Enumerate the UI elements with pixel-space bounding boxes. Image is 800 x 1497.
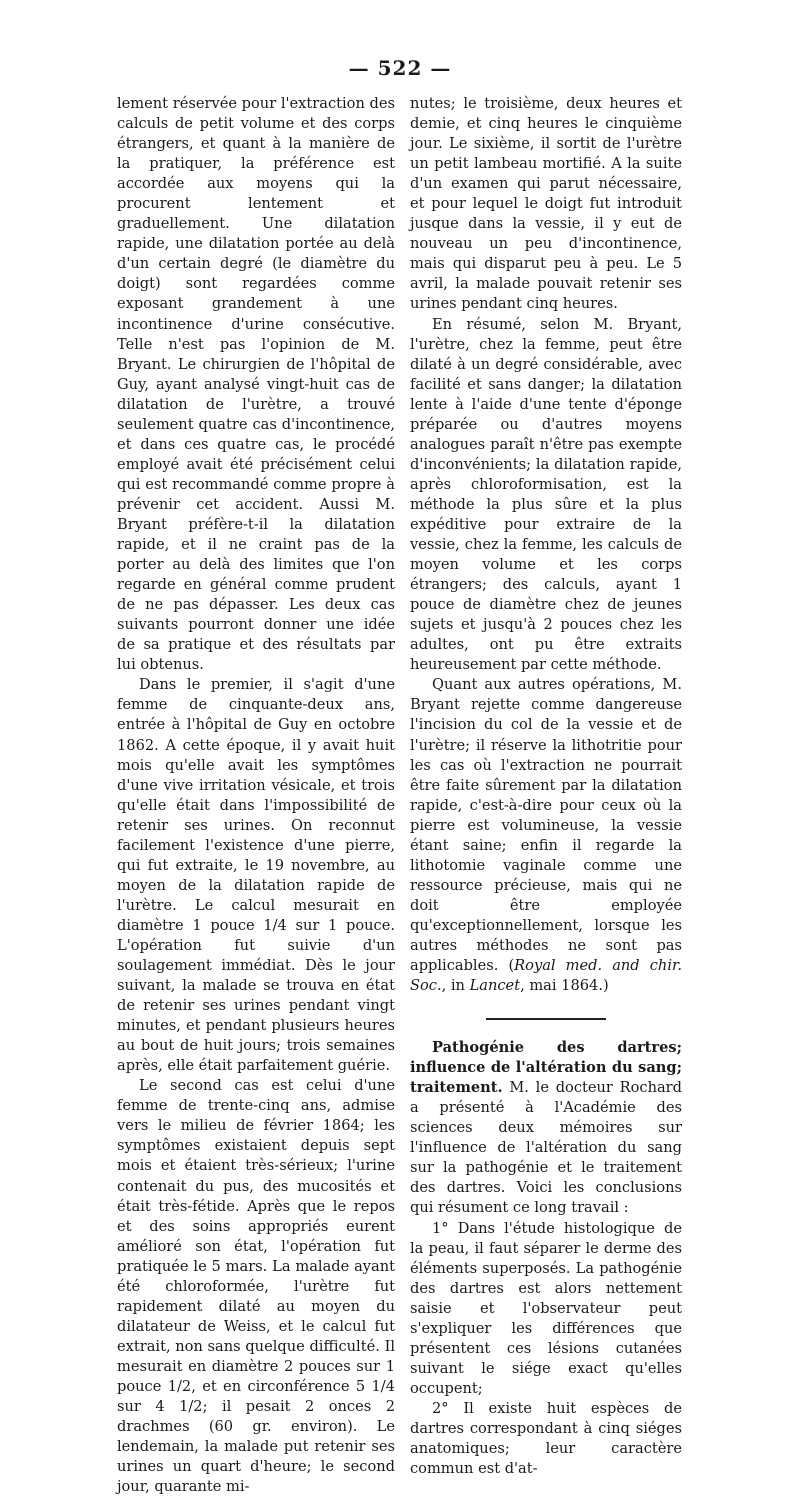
paragraph-text: Quant aux autres opérations, M. Bryant rejette comme dangereuse l'incision du col de la vessie et de l'urètre; il réserve la lithotritie pour les cas où l'extraction ne pourrait être faite sûrement par la dilatation rapide, c'est-à-dire pour ceux où la pierre est volumineuse, la vessie étant saine; enfin il regarde la lithotomie vaginale comme une ressource précieuse, mais qui ne doit être employée qu'exceptionnellement, lorsque les autres méthodes ne sont pas applicables. xyxy=(410,676,682,975)
section-heading: Pathogénie des dartres; influence de l'altération du sang; traitement. xyxy=(410,1039,682,1097)
citation-open: ( xyxy=(498,957,515,975)
left-paragraph-1: lement réservée pour l'extraction des calculs de petit volume et des corps étrangers, et quant à la manière de la pratiquer, la préférence est accordée aux moyens qui la procurent lentement et graduellement. Une dilatation rapide, une dilatation portée au delà d'un certain degré (le diamètre du doigt) sont regardées comme exposant grandement à une incontinence d'urine consécutive. Telle n'est pas l'opinion de M. Bryant. Le chirurgien de l'hôpital de Guy, ayant analysé vingt-huit cas de dilatation de l'urètre, a trouvé seulement quatre cas d'incontinence, et dans ces quatre cas, le procédé employé avait été précisément celui qui est recommandé comme propre à prévenir cet accident. Aussi M. Bryant préfère-t-il la dilatation rapide, et il ne craint pas de la porter au delà des limites que l'on regarde en général comme prudent de ne pas dépasser. Les deux cas suivants pourront donner une idée de sa pratique et des résultats par lui obtenus. xyxy=(117,95,395,674)
conclusion-item-2: 2° Il existe huit espèces de dartres correspondant à cinq siéges anatomiques; leur caractère commun est d'at- xyxy=(410,1399,682,1478)
citation-lancet: Lancet xyxy=(469,977,521,995)
left-paragraph-2: Dans le premier, il s'agit d'une femme de cinquante-deux ans, entrée à l'hôpital de Guy en octobre 1862. A cette époque, il y avait huit mois qu'elle avait les symptômes d'une vive irritation vésicale, et trois qu'elle était dans l'impossibilité de retenir ses urines. On reconnut facilement l'existence d'une pierre, qui fut extraite, le 19 novembre, au moyen de la dilatation rapide de l'urètre. Le calcul mesurait en diamètre 1 pouce 1/4 sur 1 pouce. L'opération fut suivie d'un soulagement immédiat. Dès le jour suivant, la malade se trouva en état de retenir ses urines pendant vingt minutes, et pendant plusieurs heures au bout de huit jours; trois semaines après, elle était parfaitement guérie. xyxy=(117,676,395,1075)
citation-end: , mai 1864.) xyxy=(520,977,609,995)
right-column xyxy=(410,94,682,1479)
conclusion-item-1: 1° Dans l'étude histologique de la peau, il faut séparer le derme des éléments superposés. La pathogénie des dartres est alors nettement saisie et l'observateur peut s'expliquer les différences que présentent ces lésions cutanées suivant le siége exact qu'elles occupent; xyxy=(410,1219,682,1397)
left-paragraph-3: Le second cas est celui d'une femme de trente-cinq ans, admise vers le milieu de février 1864; les symptômes existaient depuis sept mois et étaient très-sérieux; l'urine contenait du pus, des mucosités et était très-fétide. Après que le repos et des soins appropriés eurent amélioré son état, l'opération fut pratiquée le 5 mars. La malade ayant été chloroformée, l'urètre fut rapidement dilaté au moyen du dilatateur de Weiss, et le calcul fut extrait, non sans quelque difficulté. Il mesurait en diamètre 2 pouces sur 1 pouce 1/2, et en circonférence 5 1/4 sur 4 1/2; il pesait 2 onces 2 drachmes (60 gr. environ). Le lendemain, la malade put retenir ses urines un quart d'heure; le second jour, quarante mi- xyxy=(117,1077,395,1496)
citation-in: , in xyxy=(441,977,470,995)
section-paragraph xyxy=(410,1038,682,1218)
right-paragraph-3 xyxy=(410,675,682,996)
section-divider xyxy=(486,1018,606,1020)
right-paragraph-2: En résumé, selon M. Bryant, l'urètre, chez la femme, peut être dilaté à un degré considérable, avec facilité et sans danger; la dilatation lente à l'aide d'une tente d'éponge préparée ou d'autres moyens analogues paraît n'être pas exempte d'inconvénients; la dilatation rapide, après chloroformisation, est la méthode la plus sûre et la plus expéditive pour extraire de la vessie, chez la femme, les calculs de moyen volume et les corps étrangers; des calculs, ayant 1 pouce de diamètre chez de jeunes sujets et jusqu'à 2 pouces chez les adultes, ont pu être extraits heureusement par cette méthode. xyxy=(410,315,682,674)
left-column xyxy=(117,94,395,1497)
right-paragraph-1: nutes; le troisième, deux heures et demie, et cinq heures le cinquième jour. Le sixième, il sortit de l'urètre un petit lambeau mortifié. A la suite d'un examen qui parut nécessaire, et pour lequel le doigt fut introduit jusque dans la vessie, il y eut de nouveau un peu d'incontinence, mais qui disparut peu à peu. Le 5 avril, la malade pouvait retenir ses urines pendant cinq heures. xyxy=(410,95,682,313)
section-intro: M. le docteur Rochard a présenté à l'Académie des sciences deux mémoires sur l'influence de l'altération du sang sur la pathogénie et le traitement des dartres. Voici les conclusions qui résument ce long travail : xyxy=(410,1079,682,1217)
page-number: — 522 — xyxy=(348,56,452,80)
citation-journal: Royal med. and chir. Soc. xyxy=(410,957,682,995)
